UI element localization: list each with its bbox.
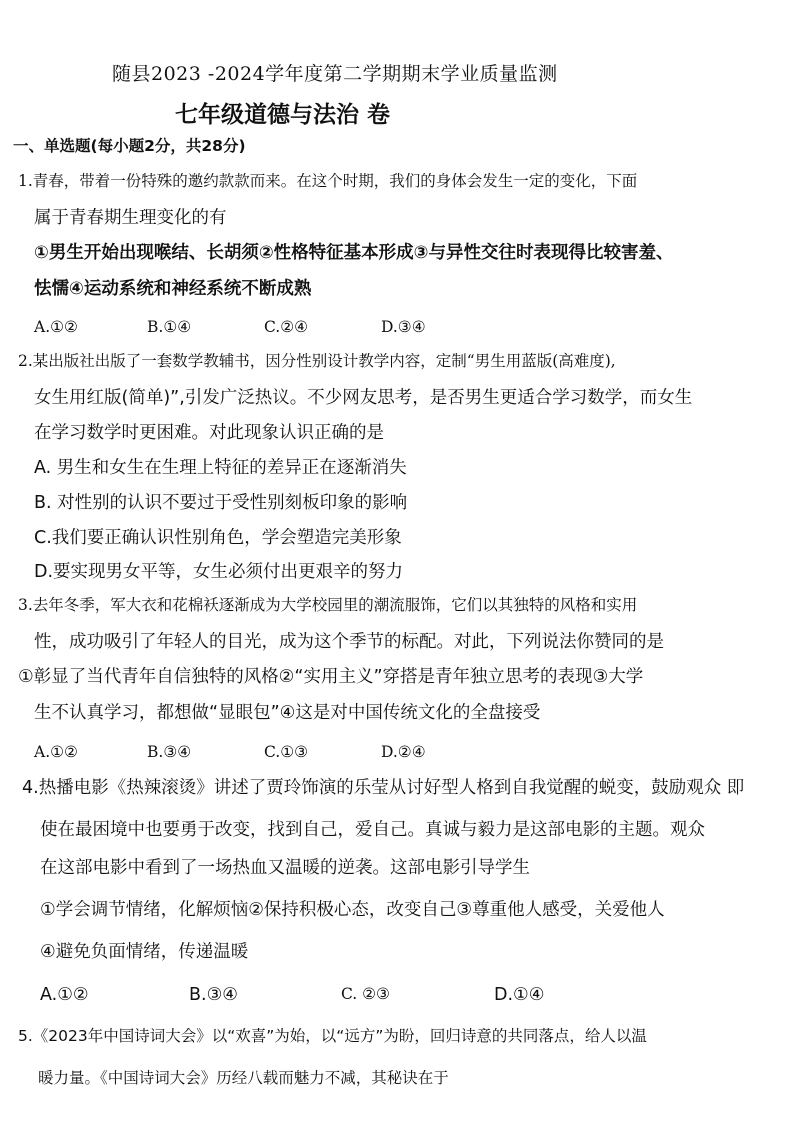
question-line: 3.去年冬季，军大衣和花棉袄逐渐成为大学校园里的潮流服饰，它们以其独特的风格和实用 [18,596,638,614]
exam-title: 随县2023 -2024学年度第二学期期末学业质量监测 [112,63,558,85]
question-line: 性，成功吸引了年轻人的目光，成为这个季节的标配。对此，下列说法你赞同的是 [34,632,664,652]
answer-option-b: B.③④ [147,743,192,761]
question-line: ①学会调节情绪，化解烦恼②保持积极心态，改变自己③尊重他人感受，关爱他人 [40,900,665,920]
answer-option-a: A. 男生和女生在生理上特征的差异正在逐渐消失 [34,458,407,478]
answer-option-b: B. 对性别的认识不要过于受性别刻板印象的影响 [34,493,408,513]
answer-option-b: B.①④ [147,318,192,336]
answer-option-d: D.要实现男女平等，女生必须付出更艰辛的努力 [34,562,404,582]
question-line: ①彰显了当代青年自信独特的风格②“实用主义”穿搭是青年独立思考的表现③大学 [18,667,644,687]
section-heading: 一、单选题(每小题2分，共28分) [13,137,246,155]
answer-option-b: B.③④ [189,985,238,1005]
exam-subtitle: 七年级道德与法治 卷 [175,102,391,128]
answer-option-d: D.②④ [381,743,426,761]
answer-option-c: C.我们要正确认识性别角色，学会塑造完美形象 [34,528,402,548]
answer-option-a: A.①② [34,318,78,336]
question-line: ④避免负面情绪，传递温暖 [40,942,249,962]
question-line: ①男生开始出现喉结、长胡须②性格特征基本形成③与异性交往时表现得比较害羞、 [34,243,674,263]
question-line: 属于青春期生理变化的有 [34,208,227,228]
question-line: 在学习数学时更困难。对此现象认识正确的是 [34,423,384,443]
question-line: 5.《2023年中国诗词大会》以“欢喜”为始，以“远方”为盼，回归诗意的共同落点，给人以温 [18,1027,647,1045]
answer-option-d: D.③④ [381,318,426,336]
question-line: 1.青春，带着一份特殊的邀约款款而来。在这个时期，我们的身体会发生一定的变化，下面 [18,172,638,190]
answer-option-c: C. ②③ [341,985,390,1003]
answer-option-a: A.①② [34,743,78,761]
answer-option-c: C.①③ [264,743,309,761]
question-line: 使在最困境中也要勇于改变，找到自己，爱自己。真诚与毅力是这部电影的主题。观众 [40,820,705,840]
question-line: 在这部电影中看到了一场热血又温暖的逆袭。这部电影引导学生 [40,858,530,878]
answer-option-d: D.①④ [494,985,545,1005]
question-line: 2.某出版社出版了一套数学教辅书，因分性别设计教学内容，定制“男生用蓝版(高难度), [18,352,616,370]
answer-option-c: C.②④ [264,318,309,336]
question-line: 女生用红版(简单)”,引发广泛热议。不少网友思考，是否男生更适合学习数学，而女生 [34,388,693,408]
question-line: 4.热播电影《热辣滚烫》讲述了贾玲饰演的乐莹从讨好型人格到自我觉醒的蜕变，鼓励观众 即 [22,778,745,798]
question-line: 怯懦④运动系统和神经系统不断成熟 [34,279,312,299]
answer-option-a: A.①② [40,985,89,1005]
question-line: 暖力量。《中国诗词大会》历经八载而魅力不减，其秘诀在于 [38,1069,449,1087]
question-line: 生不认真学习，都想做“显眼包”④这是对中国传统文化的全盘接受 [34,703,541,723]
